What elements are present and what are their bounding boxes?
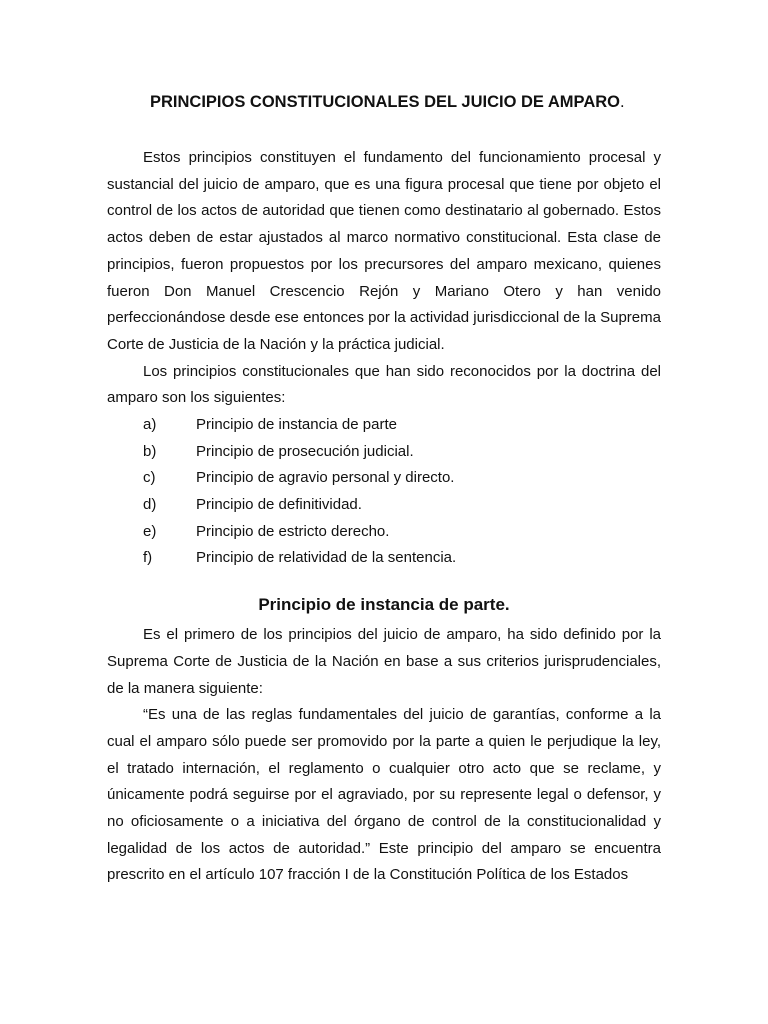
list-item-text: Principio de instancia de parte bbox=[196, 416, 397, 434]
list-item bbox=[107, 492, 661, 519]
list-item-text: Principio de prosecución judicial. bbox=[196, 442, 414, 460]
list-item-letter: a) bbox=[143, 416, 157, 434]
intro-paragraph: Estos principios constituyen el fundamento del funcionamiento procesal y sustancial del juicio de amparo, que es una figura procesal que tiene por objeto el control de los actos de autoridad que tienen como destinatario al gobernado. Estos actos deben de estar ajustados al marco normativo constitucional. Esta clase de principios, fueron propuestos por los precursores del amparo mexicano, quienes fueron Don Manuel Crescencio Rejón y Mariano Otero y han venido perfeccionándose desde ese entonces por la actividad jurisdiccional de la Suprema Corte de Justicia de la Nación y la práctica judicial. bbox=[107, 149, 661, 353]
quote-paragraph: “Es una de las reglas fundamentales del juicio de garantías, conforme a la cual el amparo sólo puede ser promovido por la parte a quien le perjudique la ley, el tratado internación, el reglamento o cualquier otro acto que se reclame, y únicamente podrá seguirse por el agraviado, por su represente legal o defensor, y no oficiosamente o a iniciativa del órgano de control de la constitucionalidad y legalidad de los actos de autoridad.” Este principio del amparo se encuentra prescrito en el artículo 107 fracción I de la Constitución Política de los Estados bbox=[107, 706, 661, 884]
list-item-text: Principio de definitividad. bbox=[196, 496, 362, 514]
list-item bbox=[107, 545, 661, 572]
list-item-letter: b) bbox=[143, 442, 157, 460]
section-heading: Principio de instancia de parte. bbox=[258, 595, 510, 615]
title-period: . bbox=[619, 93, 625, 111]
list-item bbox=[107, 519, 661, 546]
list-item-text: Principio de agravio personal y directo. bbox=[196, 469, 455, 487]
title-text: PRINCIPIOS CONSTITUCIONALES DEL JUICIO DE AMPARO bbox=[150, 93, 620, 111]
list-item-letter: c) bbox=[143, 469, 156, 487]
principles-list bbox=[107, 412, 661, 572]
principles-intro-paragraph: Los principios constitucionales que han sido reconocidos por la doctrina del amparo son los siguientes: bbox=[107, 362, 661, 407]
list-item bbox=[107, 412, 661, 439]
list-item-text: Principio de relatividad de la sentencia. bbox=[196, 549, 457, 567]
list-item-letter: d) bbox=[143, 496, 157, 514]
list-item-text: Principio de estricto derecho. bbox=[196, 522, 390, 540]
list-item-letter: e) bbox=[143, 522, 157, 540]
list-item bbox=[107, 465, 661, 492]
list-item-letter: f) bbox=[143, 549, 153, 567]
list-item bbox=[107, 439, 661, 466]
section-paragraph: Es el primero de los principios del juicio de amparo, ha sido definido por la Suprema Corte de Justicia de la Nación en base a sus criterios jurisprudenciales, de la manera siguiente: bbox=[107, 626, 661, 697]
document-title bbox=[150, 93, 625, 112]
document-body bbox=[107, 145, 661, 889]
